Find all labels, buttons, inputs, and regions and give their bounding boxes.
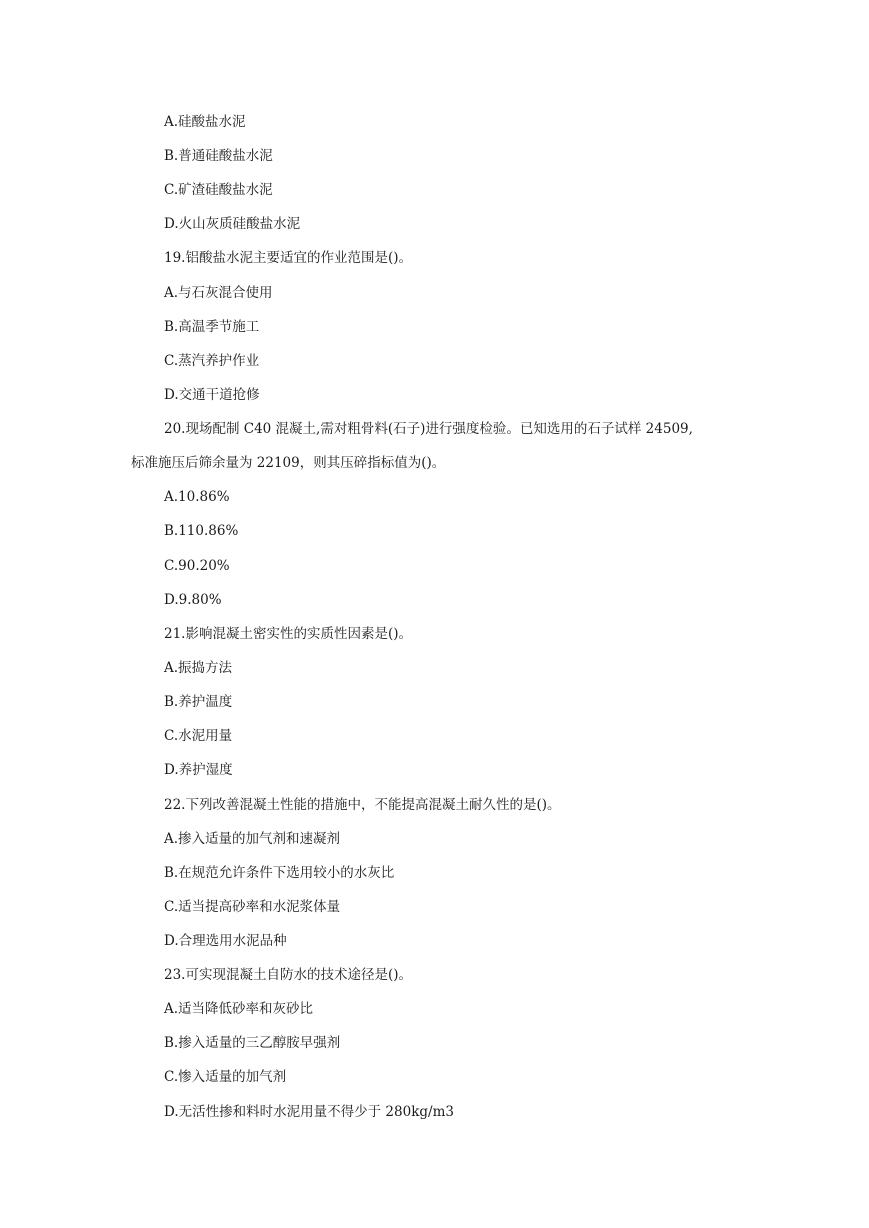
option-c: C.90.20%: [164, 558, 230, 574]
question-21: 21.影响混凝土密实性的实质性因素是()。: [164, 626, 413, 642]
option-a: A.掺入适量的加气剂和速凝剂: [164, 831, 341, 847]
option-d: D.9.80%: [164, 592, 222, 608]
option-a: A.10.86%: [164, 489, 230, 505]
question-20: 20.现场配制 C40 混凝土,需对粗骨料(石子)进行强度检验。已知选用的石子试样 24509,: [164, 421, 693, 437]
option-d: D.火山灰质硅酸盐水泥: [164, 216, 301, 232]
option-d: D.养护湿度: [164, 762, 233, 778]
option-c: C.水泥用量: [164, 728, 233, 744]
option-d: D.交通干道抢修: [164, 387, 260, 403]
option-d: D.无活性掺和料时水泥用量不得少于 280kg/m3: [164, 1104, 454, 1120]
option-a: A.振捣方法: [164, 660, 233, 676]
question-23: 23.可实现混凝土自防水的技术途径是()。: [164, 967, 413, 983]
option-b: B.养护温度: [164, 694, 233, 710]
option-a: A.与石灰混合使用: [164, 285, 273, 301]
option-c: C.适当提高砂率和水泥浆体量: [164, 899, 341, 915]
option-c: C.矿渣硅酸盐水泥: [164, 182, 273, 198]
option-b: B.在规范允许条件下选用较小的水灰比: [164, 865, 395, 881]
option-a: A.硅酸盐水泥: [164, 114, 246, 130]
question-22: 22.下列改善混凝土性能的措施中，不能提高混凝土耐久性的是()。: [164, 797, 561, 813]
option-c: C.蒸汽养护作业: [164, 353, 260, 369]
option-a: A.适当降低砂率和灰砂比: [164, 1001, 314, 1017]
question-19: 19.铝酸盐水泥主要适宜的作业范围是()。: [164, 250, 413, 266]
option-b: B.掺入适量的三乙醇胺早强剂: [164, 1035, 341, 1051]
question-20-continuation: 标准施压后筛余量为 22109，则其压碎指标值为()。: [131, 455, 446, 471]
option-d: D.合理选用水泥品种: [164, 933, 287, 949]
option-b: B.普通硅酸盐水泥: [164, 148, 273, 164]
option-b: B.高温季节施工: [164, 319, 260, 335]
option-c: C.惨入适量的加气剂: [164, 1069, 287, 1085]
option-b: B.110.86%: [164, 523, 239, 539]
